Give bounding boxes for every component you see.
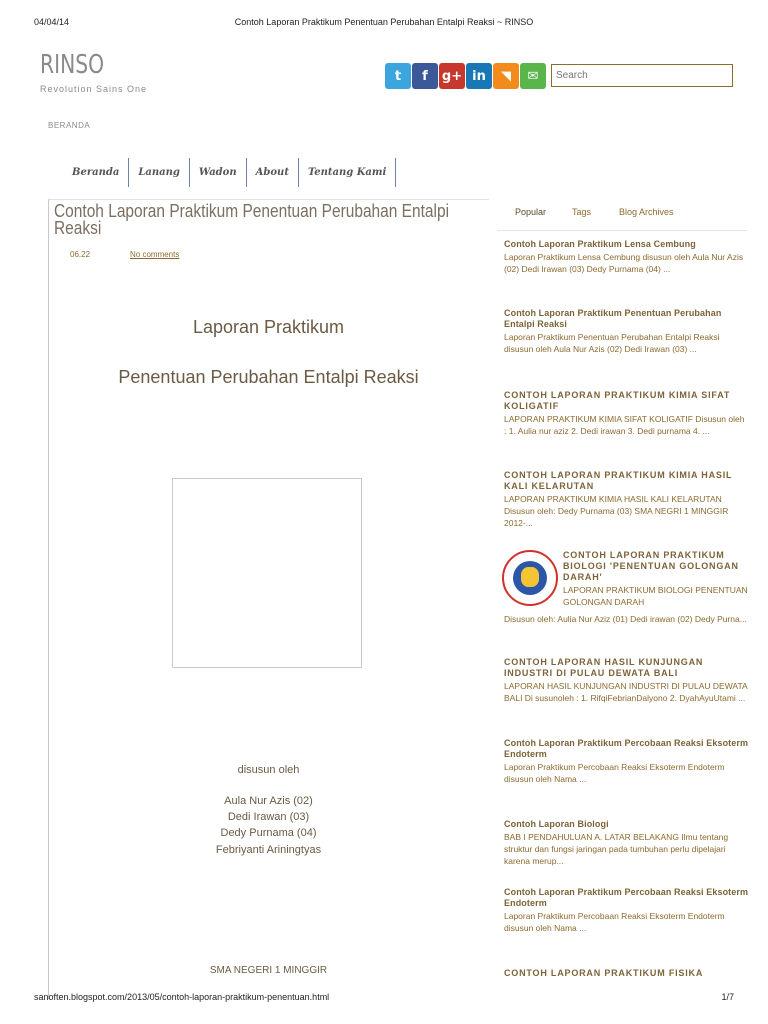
- beranda-link[interactable]: BERANDA: [48, 121, 91, 130]
- nav-item-about[interactable]: About: [247, 158, 299, 187]
- school-logo-thumbnail[interactable]: [502, 550, 558, 606]
- popular-post-title[interactable]: CONTOH LAPORAN PRAKTIKUM KIMIA SIFAT KOLIGATIF: [504, 390, 731, 411]
- nav-item-beranda[interactable]: Beranda: [63, 158, 129, 187]
- print-date: 04/04/14: [34, 17, 70, 27]
- logo-emblem: [521, 567, 539, 587]
- popular-post-item: [563, 550, 748, 608]
- popular-post-item: [504, 470, 749, 529]
- rss-icon[interactable]: ◥: [493, 63, 519, 89]
- twitter-icon[interactable]: t: [385, 63, 411, 89]
- linkedin-icon[interactable]: in: [466, 63, 492, 89]
- google-plus-icon[interactable]: g+: [439, 63, 465, 89]
- popular-post-title[interactable]: Contoh Laporan Praktikum Penentuan Perubahan Entalpi Reaksi: [504, 308, 722, 329]
- search-input[interactable]: [551, 64, 733, 87]
- post-title[interactable]: Contoh Laporan Praktikum Penentuan Perubahan Entalpi Reaksi: [54, 201, 450, 238]
- popular-post-title[interactable]: Contoh Laporan Praktikum Percobaan Reaksi Eksoterm Endoterm: [504, 738, 749, 759]
- print-header: [0, 17, 768, 31]
- popular-post-title[interactable]: CONTOH LAPORAN PRAKTIKUM BIOLOGI 'PENENTUAN GOLONGAN DARAH': [563, 550, 739, 582]
- tab-tags[interactable]: Tags: [572, 207, 592, 217]
- author-line: Aula Nur Azis (02): [224, 795, 313, 807]
- main-nav: [63, 158, 396, 187]
- facebook-icon[interactable]: f: [412, 63, 438, 89]
- popular-post-title[interactable]: Contoh Laporan Praktikum Lensa Cembung: [504, 239, 696, 249]
- tab-popular[interactable]: Popular: [515, 207, 547, 217]
- popular-post-snippet: BAB I PENDAHULUAN A. LATAR BELAKANG Ilmu tentang struktur dan fungsi jaringan pada tumbuhan perlu dipelajari karena merup...: [504, 832, 729, 866]
- print-url: sanoften.blogspot.com/2013/05/contoh-laporan-praktikum-penentuan.html: [34, 992, 330, 1002]
- popular-post-snippet: Laporan Praktikum Percobaan Reaksi Eksoterm Endoterm disusun oleh Nama ...: [504, 911, 725, 933]
- blog-tagline: Revolution Sains One: [40, 84, 148, 94]
- post-comments-link[interactable]: No comments: [130, 250, 180, 259]
- popular-post-item: [504, 239, 749, 275]
- tab-blog-archives[interactable]: Blog Archives: [619, 207, 674, 217]
- popular-post-item: [504, 738, 749, 785]
- popular-post-snippet: Laporan Praktikum Lensa Cembung disusun oleh Aula Nur Azis (02) Dedi Irawan (03) Dedy Purnama (04) ...: [504, 252, 744, 274]
- popular-post-title[interactable]: Contoh Laporan Biologi: [504, 819, 609, 829]
- print-page-number: 1/7: [721, 992, 734, 1002]
- popular-post-item: [504, 657, 749, 704]
- nav-item-tentang-kami[interactable]: Tentang Kami: [299, 158, 396, 187]
- popular-post-title[interactable]: CONTOH LAPORAN HASIL KUNJUNGAN INDUSTRI DI PULAU DEWATA BALI: [504, 657, 704, 678]
- popular-post-snippet-continued: [504, 612, 749, 625]
- blog-title[interactable]: RINSO: [40, 50, 105, 80]
- print-title: Contoh Laporan Praktikum Penentuan Perubahan Entalpi Reaksi ~ RINSO: [234, 17, 534, 27]
- popular-post-snippet: LAPORAN PRAKTIKUM KIMIA SIFAT KOLIGATIF Disusun oleh : 1. Aulia nur aziz 2. Dedi irawan 3. Dedi purnama 4. ...: [504, 414, 745, 436]
- nav-item-wadon[interactable]: Wadon: [190, 158, 247, 187]
- social-links: [385, 63, 546, 89]
- post-image: [172, 478, 362, 668]
- mail-icon[interactable]: ✉: [520, 63, 546, 89]
- popular-post-snippet: LAPORAN PRAKTIKUM BIOLOGI PENENTUAN GOLONGAN DARAH: [563, 585, 748, 607]
- popular-post-snippet: LAPORAN PRAKTIKUM KIMIA HASIL KALI KELARUTAN Disusun oleh: Dedy Purnama (03) SMA NEGRI 1 MINGGIR 2012-...: [504, 494, 729, 528]
- nav-item-lanang[interactable]: Lanang: [129, 158, 190, 187]
- document-heading: Laporan Praktikum: [192, 317, 345, 337]
- popular-post-snippet: Disusun oleh: Aulia Nur Aziz (01) Dedi irawan (02) Dedy Purna...: [504, 614, 747, 624]
- popular-post-item: [504, 308, 749, 355]
- author-line: Dedy Purnama (04): [220, 827, 317, 839]
- popular-post-title[interactable]: CONTOH LAPORAN PRAKTIKUM KIMIA HASIL KALI KELARUTAN: [504, 470, 733, 491]
- popular-post-item: [504, 819, 749, 867]
- sidebar-divider: [497, 230, 747, 231]
- author-line: Dedi Irawan (03): [227, 811, 310, 823]
- post-time: 06.22: [70, 250, 91, 259]
- popular-post-title[interactable]: CONTOH LAPORAN PRAKTIKUM FISIKA: [504, 968, 704, 978]
- popular-post-snippet: Laporan Praktikum Percobaan Reaksi Eksoterm Endoterm disusun oleh Nama ...: [504, 762, 725, 784]
- popular-post-item: [504, 887, 749, 934]
- document-subheading: Penentuan Perubahan Entalpi Reaksi: [118, 367, 419, 387]
- blog-brand: [40, 50, 147, 94]
- popular-post-item: [504, 968, 749, 979]
- author-line: Febriyanti Ariningtyas: [215, 844, 322, 856]
- popular-post-snippet: LAPORAN HASIL KUNJUNGAN INDUSTRI DI PULAU DEWATA BALI Di susunoleh : 1. RifqiFebrianDalyono 2. DyahAyuUtami ...: [504, 681, 748, 703]
- popular-post-snippet: Laporan Praktikum Penentuan Perubahan Entalpi Reaksi disusun oleh Aula Nur Azis (02) Dedi Irawan (03) ...: [504, 332, 720, 354]
- disusun-oleh-label: disusun oleh: [237, 764, 300, 776]
- school-name: SMA NEGERI 1 MINGGIR: [209, 965, 328, 976]
- popular-post-title[interactable]: Contoh Laporan Praktikum Percobaan Reaksi Eksoterm Endoterm: [504, 887, 749, 908]
- popular-post-item: [504, 390, 749, 437]
